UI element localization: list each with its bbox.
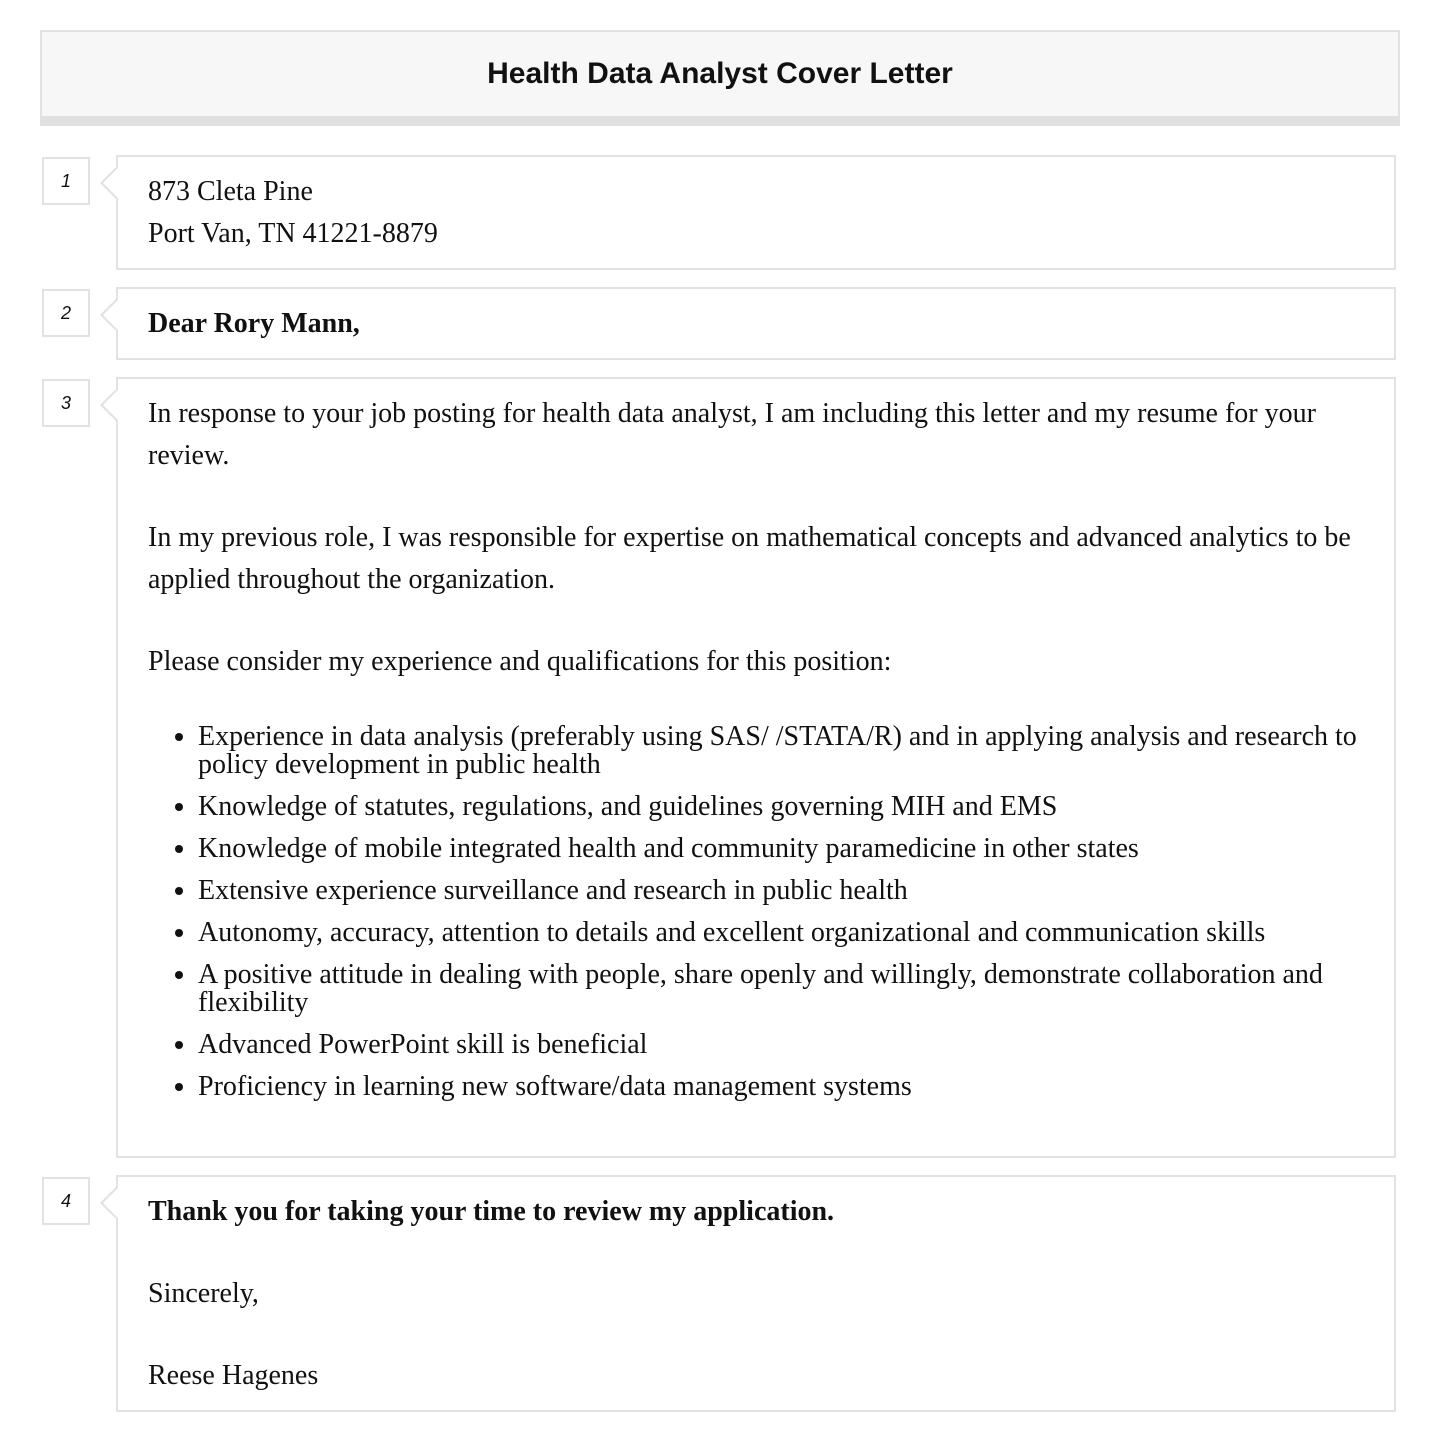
address-card	[116, 155, 1396, 270]
address-line-1: 873 Cleta Pine	[148, 176, 313, 207]
qualifications-list	[148, 723, 1364, 1101]
list-item: • Proficiency in learning new software/data management systems	[198, 1073, 1364, 1101]
section-number: 3	[42, 379, 90, 427]
list-item: • A positive attitude in dealing with people, share openly and willingly, demonstrate collaboration and flexibility	[198, 961, 1364, 1017]
address-line-2: Port Van, TN 41221-8879	[148, 218, 438, 249]
page-title: Health Data Analyst Cover Letter	[487, 57, 953, 90]
section-number: 2	[42, 289, 90, 337]
list-item: • Knowledge of mobile integrated health and community paramedicine in other states	[198, 835, 1364, 863]
greeting-card	[116, 287, 1396, 360]
list-item: • Autonomy, accuracy, attention to details and excellent organizational and communication skills	[198, 919, 1364, 947]
greeting: Dear Rory Mann,	[148, 308, 360, 339]
body-card	[116, 377, 1396, 1158]
list-item: • Advanced PowerPoint skill is beneficial	[198, 1031, 1364, 1059]
section-number: 1	[42, 157, 90, 205]
closing-card	[116, 1175, 1396, 1412]
paragraph-qualifications: Please consider my experience and qualifications for this position:	[148, 646, 892, 677]
paragraph-intro: In response to your job posting for health data analyst, I am including this letter and my resume for your review.	[148, 398, 1316, 471]
page-header	[40, 30, 1400, 126]
list-item: • Knowledge of statutes, regulations, and guidelines governing MIH and EMS	[198, 793, 1364, 821]
list-item: • Experience in data analysis (preferably using SAS/ /STATA/R) and in applying analysis and research to policy development in public health	[198, 723, 1364, 779]
thank-you-line: Thank you for taking your time to review my application.	[148, 1196, 835, 1227]
list-item: • Extensive experience surveillance and research in public health	[198, 877, 1364, 905]
signature: Reese Hagenes	[148, 1360, 319, 1391]
section-number: 4	[42, 1177, 90, 1225]
paragraph-experience: In my previous role, I was responsible for expertise on mathematical concepts and advanced analytics to be applied throughout the organization.	[148, 522, 1351, 595]
closing: Sincerely,	[148, 1278, 259, 1309]
